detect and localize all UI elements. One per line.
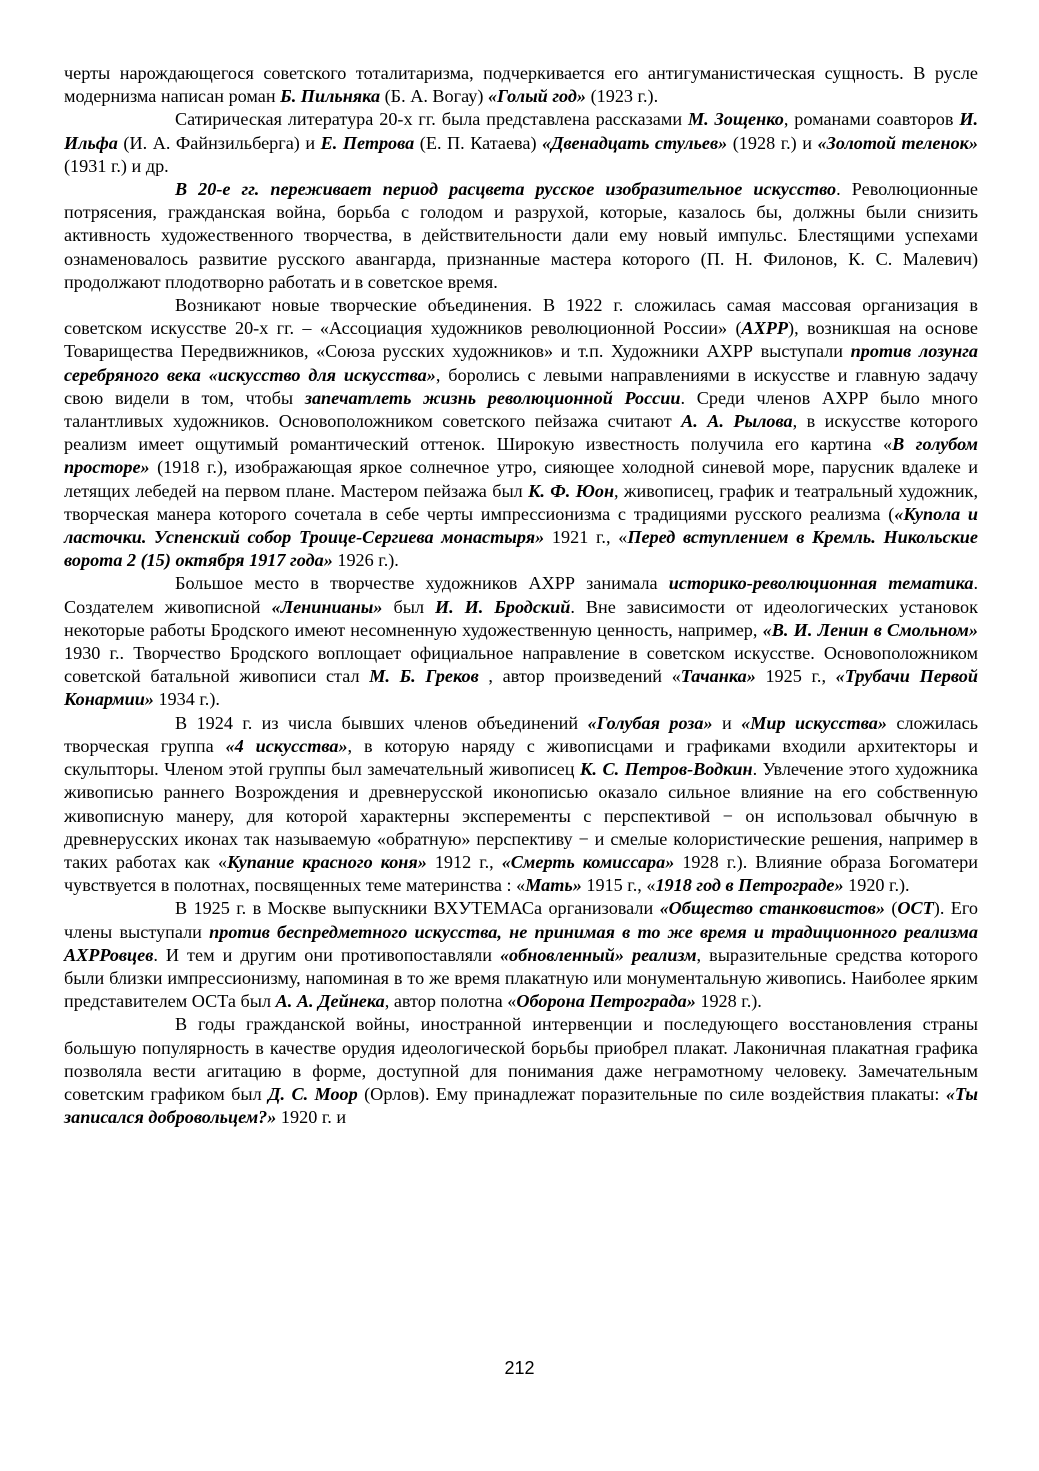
text-run: Сатирическая литература 20-х гг. была представлена рассказами bbox=[175, 109, 688, 130]
paragraph bbox=[64, 897, 978, 1013]
emphasis-text: 1918 год в Петрограде» bbox=[655, 875, 844, 896]
text-run: 1926 г.). bbox=[332, 550, 399, 571]
text-run: 1928 г.). Влияние образа Богоматери чувствуется в полотнах, посвященных теме материнства : « bbox=[64, 851, 978, 896]
emphasis-text: Мать» bbox=[525, 875, 582, 896]
emphasis-text: историко-революционная тематика bbox=[668, 573, 974, 594]
emphasis-text: «4 искусства» bbox=[225, 735, 348, 756]
text-run: 1920 г. и bbox=[276, 1107, 347, 1128]
emphasis-text: Оборона Петрограда» bbox=[516, 991, 696, 1012]
emphasis-text: И. Ильфа bbox=[64, 109, 979, 153]
emphasis-text: запечатлеть жизнь революционной России bbox=[304, 387, 681, 408]
text-run: 1928 г.). bbox=[695, 991, 762, 1012]
text-run: , в которую наряду с живописцами и графиками входили архитекторы и скульпторы. Членом этой группы был замечательный живописец bbox=[64, 735, 978, 780]
text-run: . Создателем живописной bbox=[64, 573, 978, 617]
emphasis-text: «Ленинианы» bbox=[271, 596, 383, 617]
emphasis-text: «Купола и ласточки. Успенский собор Троице-Сергиева монастыря» bbox=[64, 503, 978, 548]
text-run: ( bbox=[884, 898, 898, 919]
paragraph bbox=[64, 1013, 978, 1129]
text-run: (Е. П. Катаева) bbox=[414, 132, 543, 153]
text-run: В годы гражданской войны, иностранной интервенции и последующего восстановления страны большую популярность в качестве орудия идеологической борьбы приобрел плакат. Лаконичная плакатная графика позволяла вести агитацию в форме, доступной для понимания даже неграмотному человеку. Замечательным советским графиком был bbox=[64, 1014, 978, 1104]
text-run: В 1925 г. в Москве выпускники ВХУТЕМАСа организовали bbox=[175, 898, 660, 919]
emphasis-text: А. А. Рылова bbox=[681, 411, 793, 432]
emphasis-text: ОСТ bbox=[897, 898, 934, 919]
emphasis-text: «Ты записался добровольцем?» bbox=[64, 1083, 978, 1128]
emphasis-text: В 20-е гг. переживает период расцвета русское изобразительное искусство bbox=[175, 179, 837, 200]
text-run: (1918 г.), изображающая яркое солнечное утро, сияющее холодной синевой море, парусник вдалеке и летящих лебедей на первом плане. Мастером пейзажа был bbox=[64, 457, 978, 501]
text-run: (1931 г.) и др. bbox=[64, 155, 169, 176]
emphasis-text: «Мир искусства» bbox=[741, 712, 887, 733]
text-run: 1920 г.). bbox=[843, 875, 910, 896]
emphasis-text: АХРР bbox=[741, 318, 789, 339]
text-run: В 1924 г. из числа бывших членов объединений bbox=[175, 712, 588, 733]
text-run: . Революционные потрясения, гражданская война, борьба с голодом и разрухой, которые, казалось бы, должны были снизить активность художественного творчества, в действительности дали ему новый импульс. Блестящими успехами ознаменовалось развитие русского авангарда, признанные мастера которого (П. Н. Филонов, К. С. Малевич) продолжают плодотворно работать и в советское время. bbox=[64, 179, 979, 292]
text-run: , автор полотна « bbox=[384, 991, 517, 1012]
text-run: , выразительные средства которого были близки импрессионизму, напоминая в то же время плакатную или монументальную живопись. Наиболее ярким представителем ОСТа был bbox=[64, 944, 978, 1012]
text-run: (Б. А. Вогау) bbox=[380, 86, 488, 107]
text-run: , автор произведений « bbox=[478, 666, 681, 687]
text-run: , боролись с левыми направлениями в искусстве и главную задачу свою видели в том, чтобы bbox=[64, 364, 978, 408]
text-run: 1912 г., bbox=[426, 851, 502, 872]
emphasis-text: против беспредметного искусства, не принимая в то же время и традиционного реализма АХРРовцев bbox=[64, 921, 978, 965]
emphasis-text: «обновленный» реализм bbox=[499, 944, 697, 965]
emphasis-text: В голубом просторе» bbox=[64, 434, 978, 478]
text-run: Большое место в творчестве художников АХРР занимала bbox=[175, 573, 669, 594]
text-run: . Вне зависимости от идеологических установок некоторые работы Бродского имеют несомненную художественную ценность, например, bbox=[64, 596, 978, 640]
emphasis-text: Купание красного коня» bbox=[227, 851, 427, 872]
text-run: , романами соавторов bbox=[783, 109, 960, 130]
text-run: 1921 г., « bbox=[544, 527, 628, 548]
emphasis-text: Д. С. Моор bbox=[268, 1083, 358, 1104]
emphasis-text: «Голубая роза» bbox=[587, 712, 713, 733]
text-run: 1930 г.. Творчество Бродского воплощает официальное направление в советском искусстве. Основоположником советской батальной живописи стал bbox=[64, 643, 978, 687]
text-run: , живописец, график и театральный художник, творческая манера которого сочетала в себе черты импрессионизма с традициями русского реализма ( bbox=[64, 480, 978, 524]
paragraph bbox=[64, 712, 978, 898]
emphasis-text: М. Б. Греков bbox=[369, 666, 479, 687]
text-run: сложилась творческая группа bbox=[64, 712, 978, 756]
text-run: . Увлечение этого художника живописью раннего Возрождения и древнерусской иконописью оказало сильное влияние на его собственную живописную манеру, для которой характерны эксперементы с перспективой − он использовал обычную в древнерусских иконах так называемую «обратную» перспективу − и смелые колористические решения, например в таких работах как « bbox=[64, 759, 978, 872]
emphasis-text: К. С. Петров-Водкин bbox=[580, 759, 753, 780]
emphasis-text: «Общество станковистов» bbox=[659, 898, 885, 919]
document-body bbox=[64, 62, 978, 1129]
text-run: (Орлов). Ему принадлежат поразительные по силе воздействия плакаты: bbox=[357, 1083, 946, 1104]
paragraph bbox=[64, 178, 978, 294]
emphasis-text: И. И. Бродский bbox=[434, 596, 571, 617]
emphasis-text: «Трубачи Первой Конармии» bbox=[64, 666, 978, 710]
paragraph bbox=[64, 572, 978, 711]
emphasis-text: Е. Петрова bbox=[320, 132, 415, 153]
text-run: Возникают новые творческие объединения. В 1922 г. сложилась самая массовая организация в советском искусстве 20-х гг. – «Ассоциация художников революционной России» ( bbox=[64, 295, 978, 339]
emphasis-text: «Золотой теленок» bbox=[817, 132, 978, 153]
paragraph bbox=[64, 62, 978, 108]
emphasis-text: против лозунга серебряного века «искусство для искусства» bbox=[64, 341, 979, 385]
emphasis-text: «В. И. Ленин в Смольном» bbox=[762, 619, 978, 640]
text-run: ), возникшая на основе Товарищества Передвижников, «Союза русских художников» и т.п. Художники АХРР выступали bbox=[64, 318, 978, 362]
text-run: ). Его члены выступали bbox=[64, 898, 978, 942]
text-run: 1934 г.). bbox=[153, 689, 220, 710]
emphasis-text: А. А. Дейнека bbox=[275, 991, 385, 1012]
text-run: (1928 г.) и bbox=[727, 132, 818, 153]
text-run: . Среди членов АХРР было много талантливых художников. Основоположником советского пейзажа считают bbox=[64, 387, 978, 432]
emphasis-text: Б. Пильняка bbox=[280, 86, 381, 107]
text-run: . И тем и другим они противопоставляли bbox=[153, 944, 500, 965]
text-run: черты нарождающегося советского тоталитаризма, подчеркивается его антигуманистическая сущность. В русле модернизма написан роман bbox=[64, 63, 978, 107]
emphasis-text: М. Зощенко bbox=[687, 109, 784, 130]
page-number: 212 bbox=[504, 1358, 535, 1378]
emphasis-text: «Смерть комиссара» bbox=[501, 851, 675, 872]
emphasis-text: К. Ф. Юон bbox=[528, 480, 615, 501]
emphasis-text: «Двенадцать стульев» bbox=[542, 132, 728, 153]
text-run: был bbox=[382, 596, 435, 617]
emphasis-text: «Голый год» bbox=[487, 86, 587, 107]
text-run: 1915 г., « bbox=[581, 875, 656, 896]
text-run: , в искусстве которого реализм имеет ощутимый романтический оттенок. Широкую известность получила его картина « bbox=[64, 411, 978, 455]
text-run: (1923 г.). bbox=[586, 86, 659, 107]
paragraph bbox=[64, 294, 978, 572]
text-run: 1925 г., bbox=[755, 666, 836, 687]
text-run: и bbox=[712, 712, 742, 733]
paragraph bbox=[64, 108, 978, 178]
text-run: (И. А. Файнзильберга) и bbox=[117, 132, 321, 153]
emphasis-text: Тачанка» bbox=[680, 666, 756, 687]
emphasis-text: Перед вступлением в Кремль. Никольские ворота 2 (15) октября 1917 года» bbox=[64, 527, 978, 571]
